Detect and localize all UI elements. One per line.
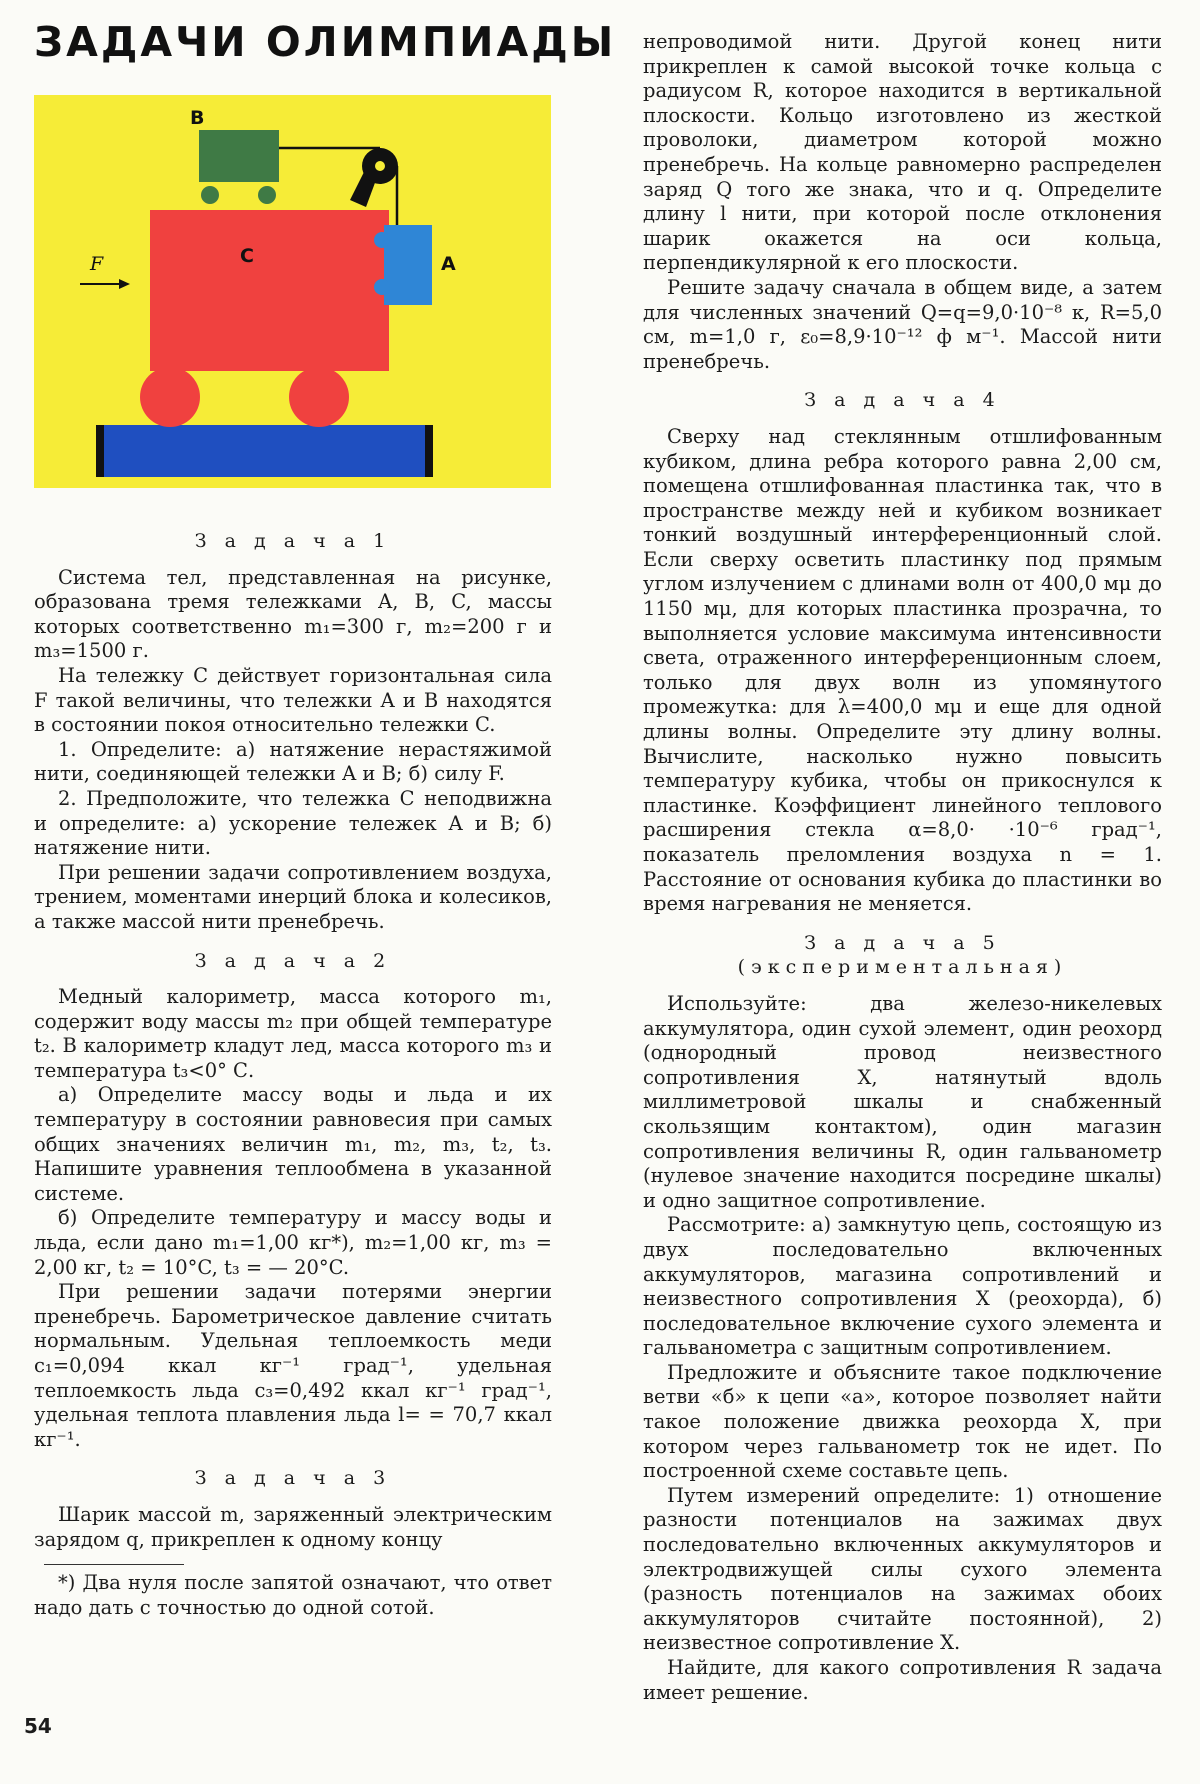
cart-a-body bbox=[384, 225, 432, 305]
label-c: C bbox=[240, 245, 254, 267]
problem-5-text: Путем измерений определите: 1) отношение разности потенциалов на зажимах двух последовательно включенных аккумуляторов и электродвижущей силы сухого элемента (разность потенциалов на зажимах обоих аккумуляторов считайте постоянной), 2) неизвестное сопротивление X. bbox=[643, 1483, 1162, 1655]
problem-1-text: На тележку C действует горизонтальная сила F такой величины, что тележки A и B находятся в состоянии покоя относительно тележки C. bbox=[34, 663, 552, 737]
problem-2-text: б) Определите температуру и массу воды и льда, если дано m₁=1,00 кг*), m₂=1,00 кг, m₃ = 2,00 кг, t₂ = 10°C, t₃ = — 20°C. bbox=[34, 1206, 552, 1279]
page-title: ЗАДАЧИ ОЛИМПИАДЫ bbox=[34, 18, 617, 66]
label-a: A bbox=[441, 253, 456, 275]
problem-5-text: Предложите и объясните такое подключение ветви «б» к цепи «а», которое позволяет найти такое положение движка реохорда X, при котором через гальванометр ток не идет. По построенной схеме составьте цепь. bbox=[643, 1360, 1162, 1483]
cart-c-body bbox=[150, 210, 389, 371]
right-column bbox=[643, 30, 1162, 1705]
problem-4-heading: З а д а ч а 4 bbox=[804, 389, 1001, 412]
problem-2-heading: З а д а ч а 2 bbox=[194, 949, 392, 972]
label-b: B bbox=[190, 107, 205, 129]
problem-1-text: 2. Предположите, что тележка C неподвижна и определите: а) ускорение тележек A и B; б) натяжение нити. bbox=[34, 786, 552, 860]
cart-b-wheel bbox=[258, 186, 276, 204]
problem-1-text: 1. Определите: а) натяжение нерастяжимой нити, соединяющей тележки A и B; б) силу F. bbox=[34, 737, 552, 786]
table-surface bbox=[96, 425, 433, 477]
label-f: F bbox=[90, 253, 104, 275]
footnote: *) Два нуля после запятой означают, что ответ надо дать с точностью до одной сотой. bbox=[34, 1571, 552, 1619]
problem-4-text: Сверху над стеклянным отшлифованным кубиком, длина ребра которого равна 2,00 см, помещена отшлифованная пластинка так, что в пространстве между ней и кубиком возникает тонкий воздушный интерференционный слой. Если сверху осветить пластинку под прямым углом излучением с длинами волн от 400,0 мμ до 1150 мμ, для которых пластинка прозрачна, то выполняется условие максимума интенсивности света, отраженного интерференционным слоем, только для двух волн из упомянутого промежутка: для λ=400,0 мμ и еще для одной длины волны. Определите эту длину волны. Вычислите, насколько нужно повысить температуру кубика, чтобы он прикоснулся к пластинке. Коэффициент линейного теплового расширения стекла α=8,0· ·10⁻⁶ град⁻¹, показатель преломления воздуха n = 1. Расстояние от основания кубика до пластинки во время нагревания не меняется. bbox=[643, 424, 1162, 916]
problem-5-text: Рассмотрите: а) замкнутую цепь, состоящую из двух последовательно включенных аккумуляторов, магазина сопротивлений и неизвестного сопротивления X (реохорда), б) последовательное включение сухого элемента и гальванометра с защитным сопротивлением. bbox=[643, 1213, 1162, 1360]
problem-2-text: Медный калориметр, масса которого m₁, содержит воду массы m₂ при общей температуре t₂. В калориметр кладут лед, масса которого m₃ и температура t₃<0° С. bbox=[34, 985, 552, 1082]
problem-3-heading: З а д а ч а 3 bbox=[194, 1467, 392, 1490]
problem-1-text: При решении задачи сопротивлением воздуха, трением, моментами инерций блока и колесиков, а также массой нити пренебречь. bbox=[34, 860, 552, 933]
cart-c-wheel-left bbox=[140, 367, 200, 427]
problem-1-heading: З а д а ч а 1 bbox=[194, 530, 392, 552]
problem-3-text: Решите задачу сначала в общем виде, а затем для численных значений Q=q=9,0·10⁻⁸ к, R=5,0 см, m=1,0 г, ε₀=8,9·10⁻¹² ф м⁻¹. Массой нити пренебречь. bbox=[643, 275, 1162, 373]
cart-b-body bbox=[199, 130, 279, 182]
cart-c-wheel-right bbox=[289, 367, 349, 427]
cart-a-wheel bbox=[374, 232, 390, 248]
cart-a-wheel bbox=[374, 279, 390, 295]
problem-3-text: непроводимой нити. Другой конец нити прикреплен к самой высокой точке кольца с радиусом R, которое находится в вертикальной плоскости. Кольцо изготовлено из жесткой проволоки, диаметром которой можно пренебречь. На кольце равномерно распределен заряд Q того же знака, что и q. Определите длину l нити, при которой после отклонения шарик окажется на оси кольца, перпендикулярной к его плоскости. bbox=[643, 30, 1162, 275]
cart-b-wheel bbox=[201, 186, 219, 204]
problem-3-text: Шарик массой m, заряженный электрическим зарядом q, прикреплен к одному концу bbox=[34, 1502, 552, 1551]
table-left-edge bbox=[96, 425, 104, 477]
left-column bbox=[34, 515, 552, 1620]
footnote-rule bbox=[44, 1564, 184, 1565]
problem-2-text: При решении задачи потерями энергии пренебречь. Барометрическое давление считать нормальным. Удельная теплоемкость меди c₁=0,094 ккал кг⁻¹ град⁻¹, удельная теплоемкость льда c₃=0,492 ккал кг⁻¹ град⁻¹, удельная теплота плавления льда l= = 70,7 ккал кг⁻¹. bbox=[34, 1280, 552, 1451]
problem-2-text: а) Определите массу воды и льда и их температуру в состоянии равновесия при самых общих значениях величин m₁, m₂, m₃, t₂, t₃. Напишите уравнения теплообмена в указанной системе. bbox=[34, 1083, 552, 1205]
page-number: 54 bbox=[24, 1714, 52, 1738]
pulley-axle bbox=[375, 161, 385, 171]
problem-5-heading: З а д а ч а 5 (экспериментальная) bbox=[737, 931, 1068, 979]
cart-system-figure bbox=[34, 95, 551, 488]
problem-1-text: Система тел, представленная на рисунке, образована тремя тележками A, B, C, массы которых соответственно m₁=300 г, m₂=200 г и m₃=1500 г. bbox=[34, 565, 552, 663]
problem-5-text: Используйте: два железо-никелевых аккумулятора, один сухой элемент, один реохорд (однородный провод неизвестного сопротивления X, натянутый вдоль миллиметровой шкалы и снабженный скользящим контактом), один магазин сопротивления величины R, один гальванометр (нулевое значение находится посредине шкалы) и одно защитное сопротивление. bbox=[643, 991, 1162, 1212]
problem-5-text: Найдите, для какого сопротивления R задача имеет решение. bbox=[643, 1656, 1162, 1704]
table-right-edge bbox=[425, 425, 433, 477]
